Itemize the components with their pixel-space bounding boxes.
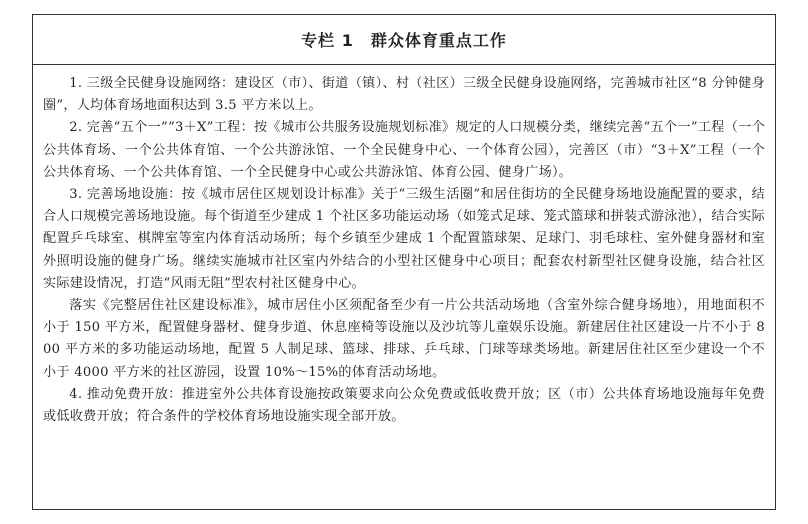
column-title: 专栏 1 群众体育重点工作 — [301, 31, 507, 50]
column-body — [33, 65, 775, 428]
column-header — [33, 15, 775, 65]
paragraph-five-one-project: 2. 完善“五个一”“3＋X”工程：按《城市公共服务设施规划标准》规定的人口规模分类，继续完善“五个一”工程（一个公共体育场、一个公共体育馆、一个公共游泳馆、一个全民健身中心、一个体育公园），完善区（市）“3＋X”工程（一个公共体育场、一个公共体育馆、一个全民健身中心或公共游泳馆、体育公园、健身广场）。 — [43, 120, 765, 180]
paragraph-facility-network: 1. 三级全民健身设施网络：建设区（市）、街道（镇）、村（社区）三级全民健身设施网络，完善城市社区“8 分钟健身圈”，人均体育场地面积达到 3.5 平方米以上。 — [43, 76, 765, 114]
paragraph-venue-facilities: 3. 完善场地设施：按《城市居住区规划设计标准》关于“三级生活圈”和居住街坊的全民健身场地设施配置的要求，结合人口规模完善场地设施。每个街道至少建成 1 个社区多功能运动场（如笼式足球、笼式篮球和拼装式游泳池），结合实际配置乒乓球室、棋牌室等室内体育活动场所；每个乡镇至少建成 1 个配置篮球架、足球门、羽毛球柱、室外健身器材和室外照明设施的健身广场。继续实施城市社区室内外结合的小型社区健身中心项目；配套农村新型社区健身设施，结合社区实际建设情况，打造“风雨无阻”型农村社区健身中心。 — [43, 187, 765, 291]
policy-column-box — [32, 14, 776, 510]
paragraph-community-standard: 落实《完整居住社区建设标准》，城市居住小区须配备至少有一片公共活动场地（含室外综合健身场地），用地面积不小于 150 平方米，配置健身器材、健身步道、休息座椅等设施以及沙坑等儿童娱乐设施。新建居住社区建设一片不小于 800 平方米的多功能运动场地，配置 5 人制足球、篮球、排球、乒乓球、门球等球类场地。新建居住社区至少建设一个不小于 4000 平方米的社区游园，设置 10%～15%的体育活动场地。 — [43, 298, 765, 380]
paragraph-free-opening: 4. 推动免费开放：推进室外公共体育设施按政策要求向公众免费或低收费开放；区（市）公共体育场地设施每年免费或低收费开放；符合条件的学校体育场地设施实现全部开放。 — [43, 386, 765, 425]
